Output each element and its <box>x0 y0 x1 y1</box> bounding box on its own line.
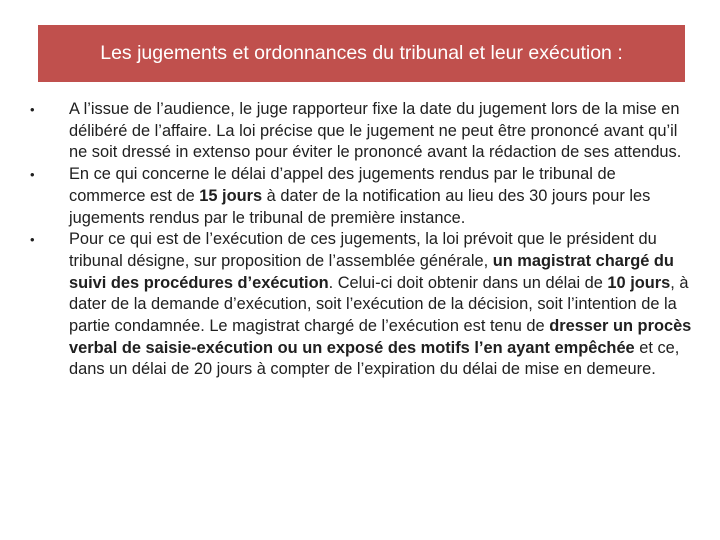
bullet-text-bold: dresser un procès verbal de saisie-exécution ou un exposé des motifs l’en ayant empêchée <box>69 317 692 357</box>
bullet-list <box>30 99 695 381</box>
bullet-text: En ce qui concerne le délai d’appel des jugements rendus par le tribunal de commerce est de <box>69 165 616 205</box>
bullet-text: Pour ce qui est de l’exécution de ces jugements, la loi prévoit que le président du tribunal désigne, sur proposition de l’assemblée générale, <box>69 230 657 270</box>
bullet-item <box>30 164 695 229</box>
bullet-text-bold: 10 jours <box>607 273 671 292</box>
bullet-text: , à dater de la demande d’exécution, soit l’exécution de la décision, soit l’intention de la partie condamnée. Le magistrat chargé de l’exécution est tenu de <box>69 273 689 336</box>
bullet-text-bold: 15 jours <box>199 186 263 205</box>
slide-title: Les jugements et ordonnances du tribunal et leur exécution : <box>100 42 623 64</box>
bullet-text: et ce, dans un délai de 20 jours à compter de l’expiration du délai de mise en demeure. <box>69 338 680 379</box>
bullet-icon: • <box>30 167 35 183</box>
bullet-text: . Celui-ci doit obtenir dans un délai de <box>328 273 608 292</box>
bullet-text: à dater de la notification au lieu des 30 jours pour les jugements rendus par le tribunal de première instance. <box>69 186 651 227</box>
bullet-item <box>30 229 695 381</box>
bullet-icon: • <box>30 232 35 248</box>
bullet-item <box>30 99 695 164</box>
bullet-text: A l’issue de l’audience, le juge rapporteur fixe la date du jugement lors de la mise en délibéré de l’affaire. La loi précise que le jugement ne peut être prononcé avant qu’il ne soit dressé in extenso pour éviter le prononcé avant la rédaction de ses attendus. <box>69 100 682 162</box>
bullet-icon: • <box>30 102 35 117</box>
bullet-text-bold: un magistrat chargé du suivi des procédures d’exécution <box>69 251 674 292</box>
title-banner <box>38 25 685 82</box>
